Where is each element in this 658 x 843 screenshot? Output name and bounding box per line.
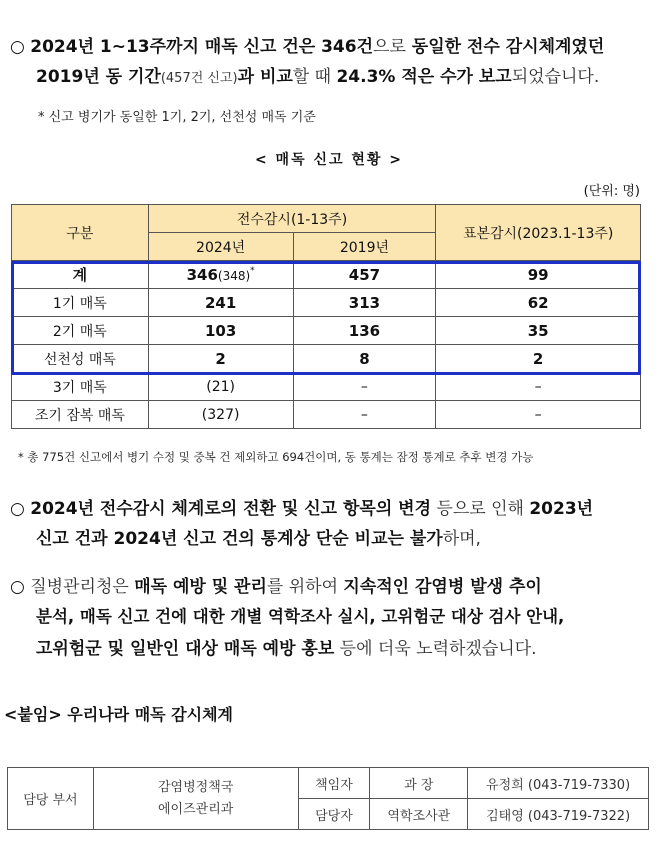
table-row-total: [12, 261, 641, 289]
header-2019: 2019년: [293, 233, 436, 261]
head-label: 책임자: [298, 768, 370, 799]
table-row: [12, 401, 641, 429]
syphilis-report-table: [11, 204, 641, 429]
cell-sample: 35: [436, 317, 641, 345]
para1-normal-when: 할 때: [292, 67, 337, 87]
para1-bold-c: 동일한 전수 감시체계였던: [405, 37, 605, 57]
cell-2024: 2: [148, 345, 293, 373]
unit-label: (단위: 명): [583, 184, 640, 199]
cell-sample: 99: [436, 261, 641, 289]
contact-table: [7, 767, 649, 830]
para2-normal-b: 등으로 인해: [431, 499, 530, 519]
cell-2019: –: [293, 373, 436, 401]
attachment-heading: <붙임> 우리나라 매독 감시체계: [4, 705, 233, 724]
cell-2024: 241: [148, 289, 293, 317]
table-row: [12, 373, 641, 401]
cell-2019: 313: [293, 289, 436, 317]
table-row: [12, 289, 641, 317]
staff-title: 역학조사관: [370, 799, 468, 830]
para2-normal-e: 하며,: [442, 529, 481, 549]
cell-sample: 62: [436, 289, 641, 317]
header-sample-surveillance: 표본감시(2023.1-13주): [436, 205, 641, 261]
table-header-row: [12, 205, 641, 233]
contact-row-head: [8, 768, 649, 799]
header-2024: 2024년: [148, 233, 293, 261]
staff-person: 김태영 (043-719-7322): [468, 799, 649, 830]
cell-2024: 103: [148, 317, 293, 345]
row-label: 선천성 매독: [12, 345, 149, 373]
head-title: 과 장: [370, 768, 468, 799]
cell-sample: –: [436, 373, 641, 401]
para1-bold-a: 2024년 1~13주까지 매독 신고 건은 346건: [30, 37, 374, 57]
paragraph-1-line-1: [10, 32, 604, 57]
row-label: 1기 매독: [12, 289, 149, 317]
cell-2019: 136: [293, 317, 436, 345]
footnote-mark: *: [250, 265, 255, 276]
cell-2019: 8: [293, 345, 436, 373]
dept-label: 담당 부서: [8, 768, 94, 830]
para1-normal-b: 으로: [373, 37, 406, 57]
dept-bureau: 감염병정책국: [158, 779, 234, 795]
dept-division: 에이즈관리과: [158, 801, 234, 817]
paragraph-3-line-1: [10, 572, 542, 597]
value-2024: 346: [186, 265, 218, 284]
cell-2024: [148, 261, 293, 289]
cell-2024: (21): [148, 373, 293, 401]
paragraph-2-line-2: [36, 524, 481, 549]
note-criteria: * 신고 병기가 동일한 1기, 2기, 선천성 매독 기준: [38, 110, 316, 125]
para1-paren: (457건 신고): [160, 71, 238, 86]
para2-bold-c: 2023년: [529, 499, 594, 519]
para2-bold-d: 신고 건과 2024년 신고 건의 통계상 단순 비교는 불가: [36, 529, 443, 549]
cell-sample: 2: [436, 345, 641, 373]
table-title: < 매독 신고 현황 >: [254, 152, 404, 168]
bullet-circle: ○: [10, 499, 25, 519]
note-total-reports: * 총 775건 신고에서 병기 수정 및 중복 건 제외하고 694건이며, 동 통계는 잠정 통계로 추후 변경 가능: [18, 450, 534, 464]
para1-bold-percent: 24.3% 적은 수가 보고: [336, 67, 512, 87]
cell-2019: 457: [293, 261, 436, 289]
bullet-circle: ○: [10, 577, 25, 597]
para1-bold-year: 2019년 동 기간: [36, 67, 161, 87]
row-label: 3기 매독: [12, 373, 149, 401]
para2-bold-a: 2024년 전수감시 체계로의 전환 및 신고 항목의 변경: [30, 499, 432, 519]
header-full-surveillance: 전수감시(1-13주): [148, 205, 436, 233]
dept-name: [93, 768, 298, 830]
para3-normal-a: 질병관리청은: [30, 577, 135, 597]
cell-2024: (327): [148, 401, 293, 429]
para3-normal-c: 를 위하여: [266, 577, 344, 597]
para3-bold-d: 지속적인 감염병 발생 추이: [343, 577, 542, 597]
para3-bold-e: 고위험군 및 일반인 대상 매독 예방 홍보: [36, 639, 335, 659]
header-category: 구분: [12, 205, 149, 261]
para1-normal-end: 되었습니다.: [511, 67, 600, 87]
cell-2019: –: [293, 401, 436, 429]
head-person: 유정희 (043-719-7330): [468, 768, 649, 799]
para1-bold-compare: 과 비교: [237, 67, 293, 87]
table-row: [12, 345, 641, 373]
paragraph-2-line-1: [10, 494, 593, 519]
bullet-circle: ○: [10, 37, 25, 57]
para3-bold-b: 매독 예방 및 관리: [134, 577, 267, 597]
table-row: [12, 317, 641, 345]
para3-normal-f: 등에 더욱 노력하겠습니다.: [334, 639, 537, 659]
row-label: 조기 잠복 매독: [12, 401, 149, 429]
cell-sample: –: [436, 401, 641, 429]
staff-label: 담당자: [298, 799, 370, 830]
row-label: 계: [12, 261, 149, 289]
paragraph-3-line-2: 분석, 매독 신고 건에 대한 개별 역학조사 실시, 고위험군 대상 검사 안내,: [36, 607, 565, 626]
paragraph-1-line-2: [36, 62, 599, 87]
row-label: 2기 매독: [12, 317, 149, 345]
value-2024-corrected: (348): [217, 268, 251, 283]
paragraph-3-line-3: [36, 634, 537, 659]
